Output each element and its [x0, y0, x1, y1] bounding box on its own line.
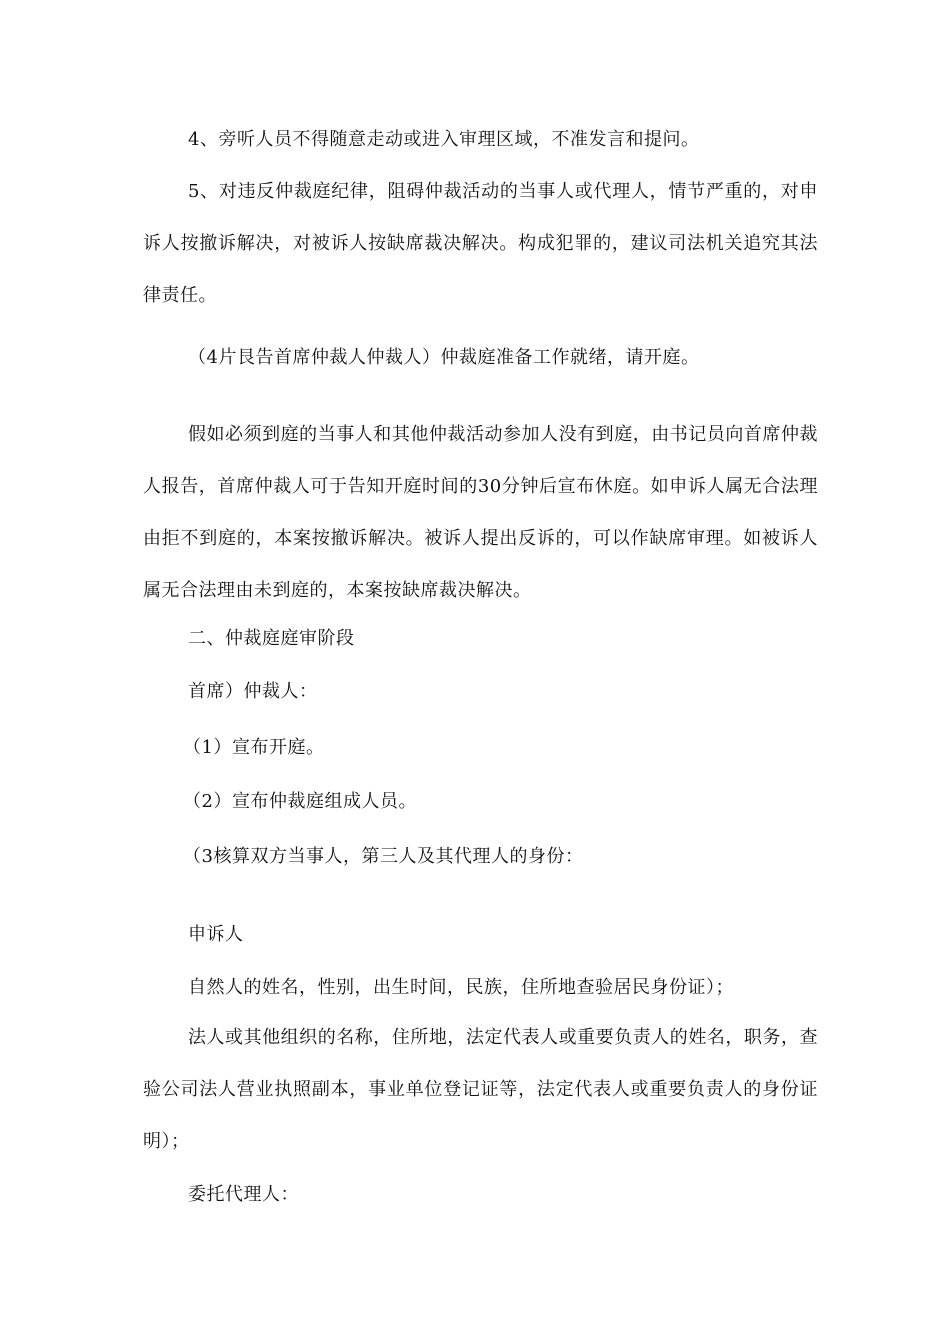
- arbitrator-label: 首席）仲裁人：: [188, 681, 318, 702]
- step-3-item: （3核算双方当事人，第三人及其代理人的身份：: [183, 846, 584, 867]
- step-1-item: （1）宣布开庭。: [183, 737, 325, 758]
- natural-person-paragraph: 自然人的姓名，性别，出生时间，民族，住所地查验居民身份证）；: [188, 977, 734, 998]
- step-2-item: （2）宣布仲裁庭组成人员。: [183, 791, 417, 812]
- claimant-label: 申诉人: [188, 924, 244, 945]
- rule-4-paragraph: 4、旁听人员不得随意走动或进入审理区域，不准发言和提问。: [188, 129, 700, 150]
- court-ready-paragraph: （4片艮告首席仲裁人仲裁人）仲裁庭准备工作就绪，请开庭。: [188, 347, 700, 368]
- agent-label: 委托代理人：: [188, 1184, 299, 1205]
- absence-paragraph: 假如必须到庭的当事人和其他仲裁活动参加人没有到庭，由书记员向首席仲裁人报告，首席仲裁人可于告知开庭时间的30分钟后宣布休庭。如申诉人属无合法理由拒不到庭的，本案按撤诉解决。被诉人提出反诉的，可以作缺席审理。如被诉人属无合法理由未到庭的，本案按缺席裁决解决。: [143, 424, 818, 601]
- legal-person-paragraph: 法人或其他组织的名称，住所地，法定代表人或重要负责人的姓名，职务，查验公司法人营业执照副本，事业单位登记证等，法定代表人或重要负责人的身份证明）；: [143, 1027, 818, 1152]
- section-heading: 二、仲裁庭庭审阶段: [188, 628, 355, 649]
- rule-5-paragraph: 5、对违反仲裁庭纪律，阻碍仲裁活动的当事人或代理人，情节严重的，对申诉人按撤诉解决，对被诉人按缺席裁决解决。构成犯罪的，建议司法机关追究其法律责任。: [143, 181, 818, 306]
